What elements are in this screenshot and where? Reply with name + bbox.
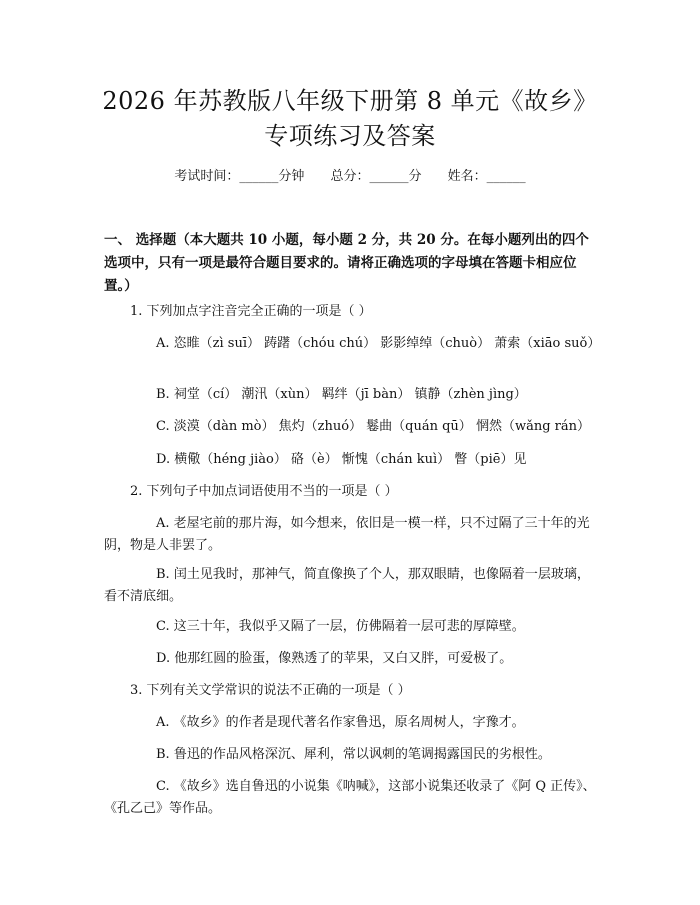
question-1-stem: 1. 下列加点字注音完全正确的一项是（ ）: [130, 304, 372, 319]
question-3-option-a: A. 《故乡》的作者是现代著名作家鲁迅，原名周树人，字豫才。: [156, 715, 525, 730]
question-1-option-a: A. 恣睢（zì suī） 踌躇（chóu chú） 影影绰绰（chuò） 萧索（xiāo suǒ）: [156, 336, 601, 351]
exam-meta: [60, 167, 640, 187]
question-3-option-c: C. 《故乡》选自鲁迅的小说集《呐喊》，这部小说集还收录了《阿 Q 正传》、《孔乙己》等作品。: [104, 779, 596, 816]
exam-time-field: 考试时间：______分钟: [174, 169, 305, 184]
section-heading: 一、 选择题（本大题共 10 小题，每小题 2 分，共 20 分。在每小题列出的四个选项中，只有一项是最符合题目要求的。请将正确选项的字母填在答题卡相应位置。）: [104, 232, 589, 294]
question-2-option-a: A. 老屋宅前的那片海，如今想来，依旧是一模一样，只不过隔了三十年的光阴，物是人非罢了。: [104, 516, 590, 553]
exam-score-field: 总分：______分: [330, 169, 422, 184]
exam-name-field: 姓名：______: [447, 169, 526, 184]
question-2-stem: 2. 下列句子中加点词语使用不当的一项是（ ）: [130, 484, 398, 499]
question-1-option-c: C. 淡漠（dàn mò） 焦灼（zhuó） 鬈曲（quán qū） 惘然（wǎng rán）: [156, 419, 590, 434]
page-subtitle: 专项练习及答案: [264, 122, 436, 150]
question-1-option-d: D. 横儆（héng jiào） 硌（è） 惭愧（chán kuì） 瞥（piē）见: [156, 452, 527, 467]
question-1-option-b: B. 祠堂（cí） 潮汛（xùn） 羁绊（jī bàn） 镇静（zhèn jìng）: [156, 387, 527, 402]
page-title: 2026 年苏教版八年级下册第 8 单元《故乡》: [102, 87, 598, 115]
question-3-stem: 3. 下列有关文学常识的说法不正确的一项是（ ）: [130, 683, 411, 698]
question-2-option-c: C. 这三十年，我似乎又隔了一层，仿佛隔着一层可悲的厚障壁。: [156, 619, 525, 634]
question-3-option-b: B. 鲁迅的作品风格深沉、犀利，常以讽刺的笔调揭露国民的劣根性。: [156, 747, 551, 762]
question-2-option-d: D. 他那红圆的脸蛋，像熟透了的苹果，又白又胖，可爱极了。: [156, 651, 513, 666]
question-2-option-b: B. 闰土见我时，那神气，简直像换了个人，那双眼睛，也像隔着一层玻璃，看不清底细。: [104, 567, 590, 604]
